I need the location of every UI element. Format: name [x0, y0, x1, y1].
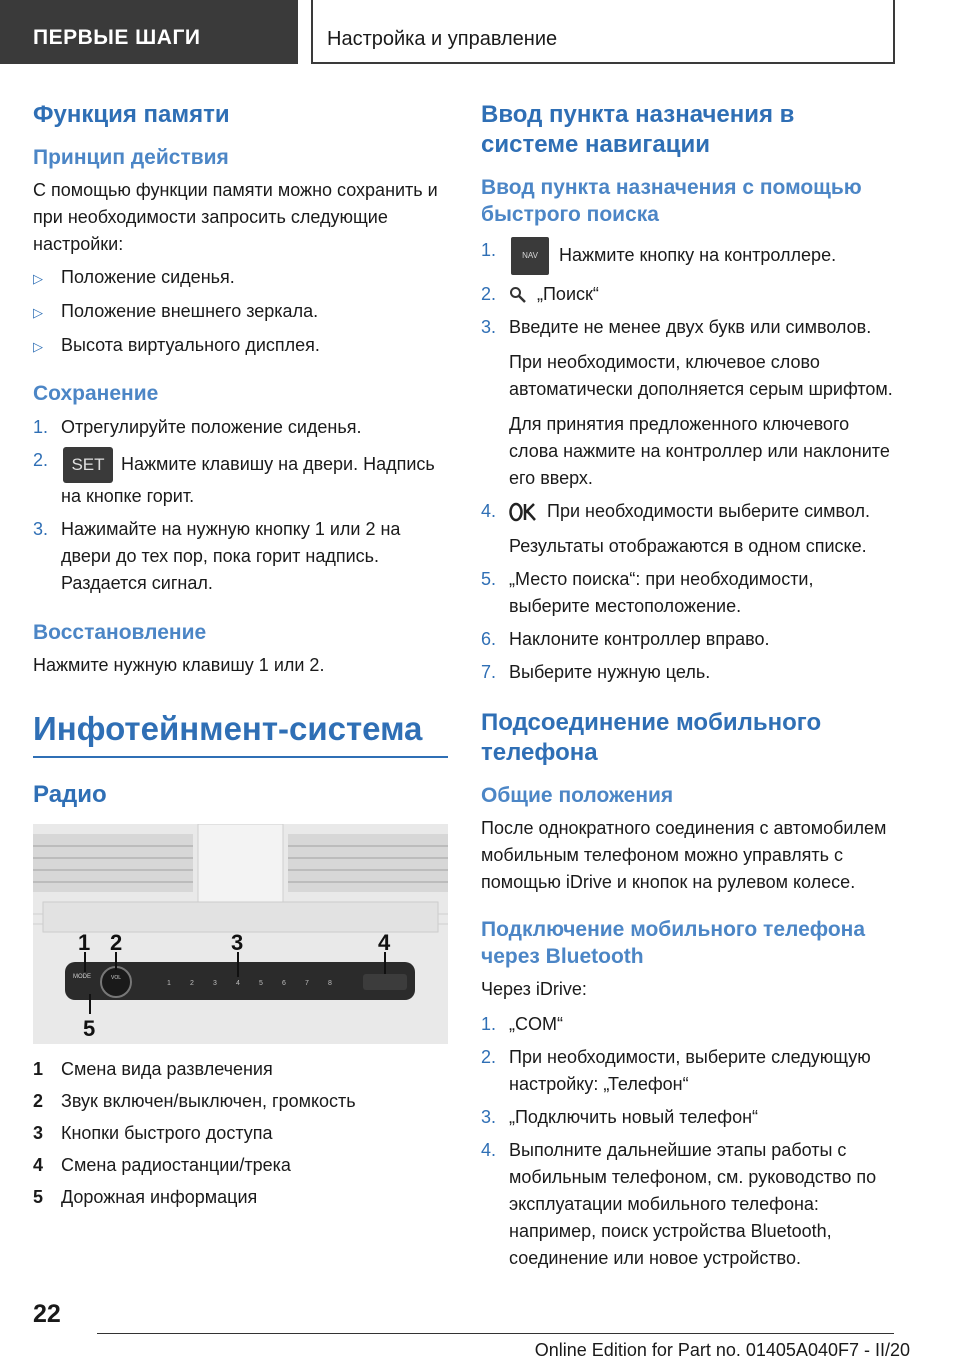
step-note: Результаты отображаются в одном списке.	[509, 535, 867, 556]
phone-title: Подсоединение мобильного телефона	[481, 708, 822, 766]
step-number: 1.	[481, 239, 497, 260]
step-number: 4.	[481, 500, 497, 521]
step-text: Наклоните контроллер вправо.	[509, 628, 770, 649]
callout-1: 1	[78, 930, 91, 956]
step-number: 3.	[481, 1107, 497, 1128]
step-number: 5.	[481, 568, 497, 589]
bullet-item	[33, 264, 448, 292]
header-chapter: Настройка и управление	[311, 0, 895, 64]
step-text: Нажмите кнопку на контроллере.	[559, 244, 837, 265]
radio-legend	[33, 1056, 448, 1211]
preset-key: 3	[213, 980, 217, 988]
right-column	[481, 100, 896, 1272]
save-step	[33, 414, 448, 441]
bt-step	[481, 1044, 896, 1098]
nav-step	[481, 498, 896, 560]
page-number: 22	[33, 1300, 61, 1328]
bullet-text: Положение сиденья.	[61, 267, 235, 288]
search-icon	[509, 286, 527, 304]
step-text: „COM“	[509, 1014, 563, 1035]
step-number: 1.	[33, 416, 49, 437]
footer-divider	[97, 1333, 894, 1334]
triangle-icon: ▷	[33, 271, 43, 287]
step-text: Выполните дальнейшие этапы работы с мобильным телефоном, см. руководство по эксплуатации мобильного телефона: например, поиск устройства Bluetooth, соединение или новое устройство.	[509, 1140, 877, 1269]
preset-key: 5	[259, 980, 263, 988]
step-number: 7.	[481, 661, 497, 682]
legend-row	[33, 1152, 448, 1179]
step-text: При необходимости выберите символ.	[547, 500, 870, 521]
bt-step	[481, 1011, 896, 1038]
nav-button-icon: NAV	[511, 237, 549, 275]
preset-key: 1	[167, 980, 171, 988]
step-text: При необходимости, выберите следующую настройку: „Телефон“	[509, 1047, 871, 1095]
step-number: 2.	[481, 283, 497, 304]
principle-text: С помощью функции памяти можно сохранить и при необходимости запросить следующие настройки:	[33, 180, 438, 255]
legend-row	[33, 1056, 448, 1083]
nav-step	[481, 659, 896, 686]
bluetooth-steps	[481, 1011, 896, 1272]
legend-text: Смена радиостанции/трека	[61, 1155, 291, 1176]
step-text: Нажимайте на нужную кнопку 1 или 2 на двери до тех пор, пока горит надпись. Раздается сигнал.	[61, 518, 401, 593]
save-step	[33, 516, 448, 597]
bluetooth-title: Подключение мобильного телефона через Bluetooth	[481, 917, 866, 969]
nav-step	[481, 314, 896, 492]
nav-title: Ввод пункта назначения в системе навигации	[481, 101, 795, 158]
bt-step	[481, 1137, 896, 1272]
preset-key: 4	[236, 980, 240, 988]
step-text: „Подключить новый телефон“	[509, 1107, 759, 1128]
step-text: Отрегулируйте положение сиденья.	[61, 416, 362, 437]
radio-panel-image	[33, 824, 448, 1044]
nav-step	[481, 281, 896, 308]
step-text: „Место поиска“: при необходимости, выберите местоположение.	[509, 568, 814, 616]
legend-number: 3	[33, 1123, 44, 1144]
bullet-text: Высота виртуального дисплея.	[61, 335, 320, 356]
restore-title: Восстановление	[33, 620, 207, 644]
restore-text: Нажмите нужную клавишу 1 или 2.	[33, 654, 325, 675]
step-text: Введите не менее двух букв или символов.	[509, 316, 872, 337]
nav-steps	[481, 237, 896, 686]
principle-title: Принцип действия	[33, 146, 229, 169]
left-column	[33, 100, 448, 1211]
bullet-list	[33, 264, 448, 360]
legend-text: Дорожная информация	[61, 1187, 258, 1208]
legend-text: Кнопки быстрого доступа	[61, 1123, 273, 1144]
save-step	[33, 447, 448, 510]
radio-title: Радио	[33, 781, 107, 809]
legend-row	[33, 1184, 448, 1211]
bullet-item	[33, 332, 448, 360]
step-note: Для принятия предложенного ключевого слова нажмите на контроллер или наклоните его вверх.	[509, 413, 890, 488]
save-steps	[33, 414, 448, 597]
legend-number: 1	[33, 1059, 44, 1080]
general-text: После однократного соединения с автомобилем мобильным телефоном можно управлять с помощью iDrive и кнопок на рулевом колесе.	[481, 817, 887, 892]
step-number: 3.	[33, 518, 49, 539]
legend-row	[33, 1120, 448, 1147]
step-number: 4.	[481, 1140, 497, 1161]
quick-search-title: Ввод пункта назначения с помощью быстрого поиска	[481, 176, 862, 227]
bt-step	[481, 1104, 896, 1131]
legend-number: 5	[33, 1187, 44, 1208]
callout-5: 5	[83, 1016, 96, 1042]
step-number: 6.	[481, 628, 497, 649]
step-number: 3.	[481, 316, 497, 337]
step-note: При необходимости, ключевое слово автоматически дополняется серым шрифтом.	[509, 351, 893, 399]
callout-3: 3	[231, 930, 244, 956]
step-text: Выберите нужную цель.	[509, 661, 711, 682]
save-title: Сохранение	[33, 382, 159, 406]
infotainment-title: Инфотейнмент-система	[33, 709, 448, 759]
preset-key: 2	[190, 980, 194, 988]
mode-label: MODE	[73, 974, 91, 981]
nav-step	[481, 237, 896, 275]
bluetooth-intro: Через iDrive:	[481, 979, 587, 1000]
preset-key: 7	[305, 980, 309, 988]
step-number: 1.	[481, 1014, 497, 1035]
preset-key: 6	[282, 980, 286, 988]
header-section: ПЕРВЫЕ ШАГИ	[0, 0, 298, 64]
bullet-text: Положение внешнего зеркала.	[61, 301, 319, 322]
triangle-icon: ▷	[33, 339, 43, 355]
triangle-icon: ▷	[33, 305, 43, 321]
callout-2: 2	[110, 930, 123, 956]
edition-text: Online Edition for Part no. 01405A040F7 - II/20	[534, 1340, 910, 1360]
general-title: Общие положения	[481, 783, 674, 807]
step-text: „Поиск“	[537, 283, 599, 304]
memory-title: Функция памяти	[33, 101, 230, 128]
legend-text: Смена вида развлечения	[61, 1059, 273, 1080]
set-button-icon: SET	[63, 447, 113, 483]
step-text: Нажмите клавишу на двери. Надпись на кнопке горит.	[61, 453, 435, 506]
preset-key: 8	[328, 980, 332, 988]
ok-icon	[509, 502, 537, 522]
step-number: 2.	[33, 449, 49, 470]
legend-text: Звук включен/выключен, громкость	[61, 1091, 356, 1112]
legend-number: 2	[33, 1091, 44, 1112]
legend-row	[33, 1088, 448, 1115]
bullet-item	[33, 298, 448, 326]
nav-step	[481, 626, 896, 653]
nav-step	[481, 566, 896, 620]
legend-number: 4	[33, 1155, 44, 1176]
callout-4: 4	[378, 930, 391, 956]
step-number: 2.	[481, 1047, 497, 1068]
vol-label: VOL	[111, 975, 122, 982]
